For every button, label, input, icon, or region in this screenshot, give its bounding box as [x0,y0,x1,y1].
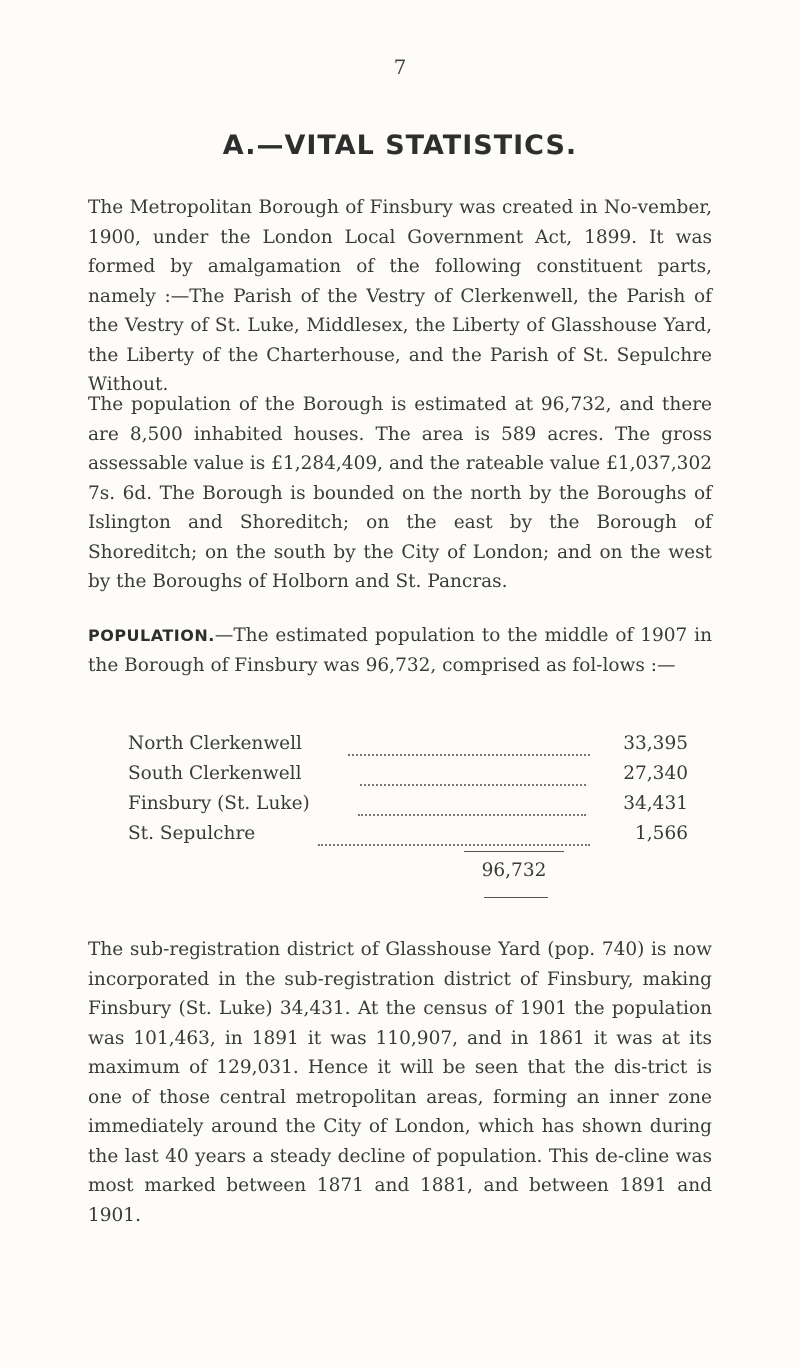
leader-dots [348,742,590,756]
sub-registration-paragraph: The sub-registration district of Glasshouse Yard (pop. 740) is now incorporated in the sub-registration district of Finsbury, making Finsbury (St. Luke) 34,431. At the census of 1901 the population was 101,463, in 1891 it was 110,907, and in 1861 it was at its maximum of 129,031. Hence it will be seen that the dis-trict is one of those central metropolitan areas, forming an inner zone immediately around the City of London, which has shown during the last 40 years a steady decline of population. This de-cline was most marked between 1871 and 1881, and between 1891 and 1901. [88,939,712,1226]
table-row [128,763,688,793]
district-name: South Clerkenwell [128,763,302,784]
leader-dots [358,802,586,816]
leader-dots [318,832,590,846]
total-rule-top [464,851,564,852]
population-paragraph [88,621,712,680]
district-name: Finsbury (St. Luke) [128,793,310,814]
table-row [128,733,688,763]
population-label: POPULATION. [88,626,215,645]
total-rule-bottom [484,897,548,898]
population-table [128,733,688,853]
district-name: St. Sepulchre [128,823,256,844]
population-total: 96,732 [481,860,547,881]
intro-paragraph: The Metropolitan Borough of Finsbury was created in No-vember, 1900, under the London Local Government Act, 1899. It was formed by amalgamation of the following constituent parts, namely :—The Parish of the Vestry of Clerkenwell, the Parish of the Vestry of St. Luke, Middlesex, the Liberty of Glasshouse Yard, the Liberty of the Charterhouse, and the Parish of St. Sepulchre Without. [88,197,712,395]
section-heading: A.—VITAL STATISTICS. [222,130,578,161]
district-population: 33,395 [623,733,688,754]
district-population: 34,431 [623,793,688,814]
leader-dots [360,772,586,786]
population-text: —The estimated population to the middle of 1907 in the Borough of Finsbury was 96,732, comprised as fol-lows :— [88,625,712,676]
page-number: 7 [393,55,407,79]
district-population: 1,566 [635,823,688,844]
population-area-paragraph: The population of the Borough is estimated at 96,732, and there are 8,500 inhabited houses. The area is 589 acres. The gross assessable value is £1,284,409, and the rateable value £1,037,302 7s. 6d. The Borough is bounded on the north by the Boroughs of Islington and Shoreditch; on the east by the Borough of Shoreditch; on the south by the City of London; and on the west by the Boroughs of Holborn and St. Pancras. [88,394,712,592]
table-row [128,793,688,823]
table-row [128,823,688,853]
district-name: North Clerkenwell [128,733,302,754]
district-population: 27,340 [623,763,688,784]
